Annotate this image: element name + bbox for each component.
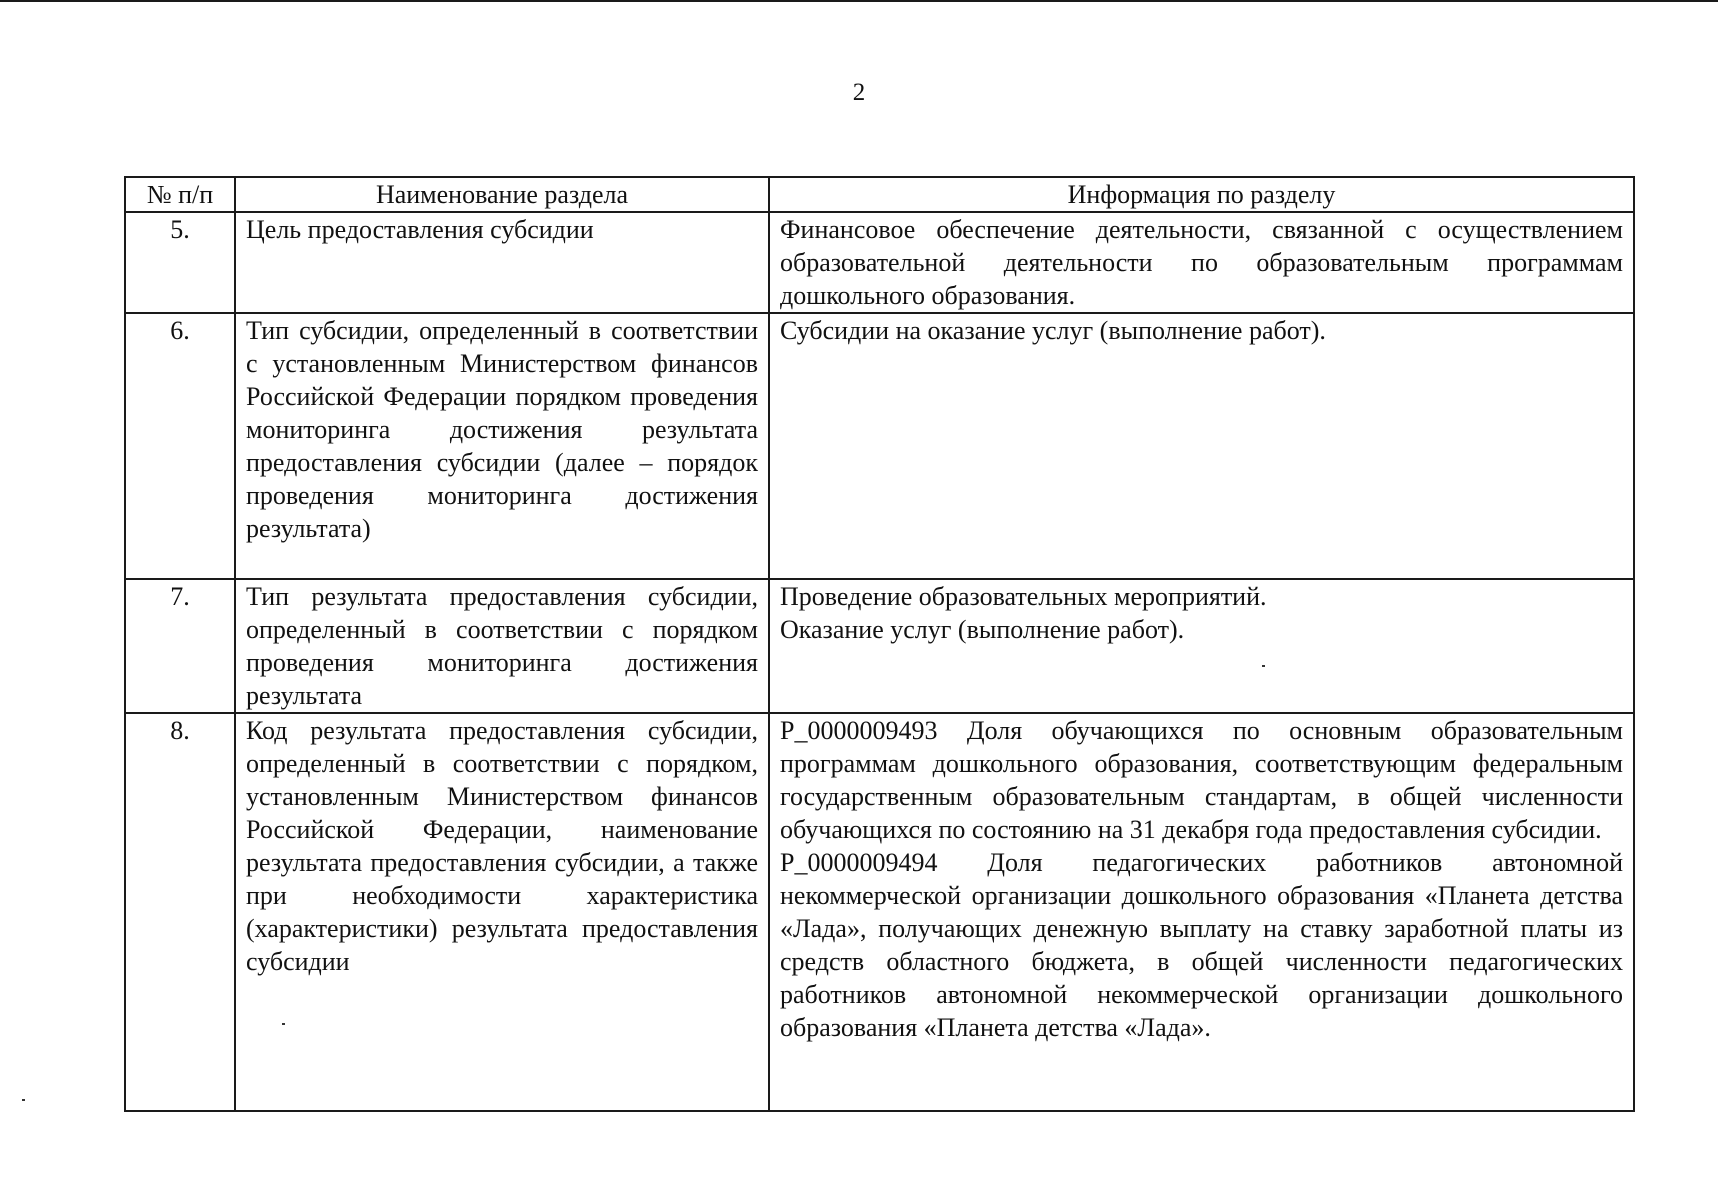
- row-section-name: Тип результата предоставления субсидии, определенный в соответствии с порядком проведения мониторинга достижения результата: [235, 579, 769, 713]
- scan-speck: [282, 1023, 285, 1025]
- info-paragraph: Оказание услуг (выполнение работ).: [780, 615, 1185, 644]
- header-section-name: Наименование раздела: [235, 177, 769, 212]
- header-number: № п/п: [125, 177, 235, 212]
- row-section-name: Тип субсидии, определенный в соответствии с установленным Министерством финансов Российской Федерации порядком проведения мониторинга достижения результата предоставления субсидии (далее – порядок проведения мониторинга достижения результата): [235, 313, 769, 579]
- info-paragraph: P_0000009493 Доля обучающихся по основным образовательным программам дошкольного образования, соответствующим федеральным государственным образовательным стандартам, в общей численности обучающихся по состоянию на 31 декабря года предоставления субсидии.: [780, 716, 1623, 844]
- scan-speck: [22, 1099, 25, 1101]
- page-number: 2: [852, 79, 866, 106]
- row-section-name: Код результата предоставления субсидии, определенный в соответствии с порядком, установленным Министерством финансов Российской Федерации, наименование результата предоставления субсидии, а также при необходимости характеристика (характеристики) результата предоставления субсидии: [235, 713, 769, 1111]
- row-section-info: [769, 579, 1634, 713]
- row-section-info: [769, 313, 1634, 579]
- row-section-name: Цель предоставления субсидии: [235, 212, 769, 313]
- table-row: [125, 579, 1634, 713]
- scan-speck: [1262, 665, 1265, 667]
- section-info-table: [124, 176, 1635, 1112]
- info-paragraph: Финансовое обеспечение деятельности, связанной с осуществлением образовательной деятельности по образовательным программам дошкольного образования.: [780, 215, 1623, 310]
- table-header-row: [125, 177, 1634, 212]
- page-top-border: [0, 0, 1718, 2]
- row-number: 7.: [125, 579, 235, 713]
- row-number: 8.: [125, 713, 235, 1111]
- header-section-info: Информация по разделу: [769, 177, 1634, 212]
- info-paragraph: Проведение образовательных мероприятий.: [780, 582, 1267, 611]
- row-number: 6.: [125, 313, 235, 579]
- table-row: [125, 212, 1634, 313]
- row-number: 5.: [125, 212, 235, 313]
- table-row: [125, 313, 1634, 579]
- row-section-info: [769, 212, 1634, 313]
- info-paragraph: P_0000009494 Доля педагогических работников автономной некоммерческой организации дошкольного образования «Планета детства «Лада», получающих денежную выплату на ставку заработной платы из средств областного бюджета, в общей численности педагогических работников автономной некоммерческой организации дошкольного образования «Планета детства «Лада».: [780, 848, 1623, 1042]
- row-section-info: [769, 713, 1634, 1111]
- info-paragraph: Субсидии на оказание услуг (выполнение работ).: [780, 316, 1326, 345]
- table-row: [125, 713, 1634, 1111]
